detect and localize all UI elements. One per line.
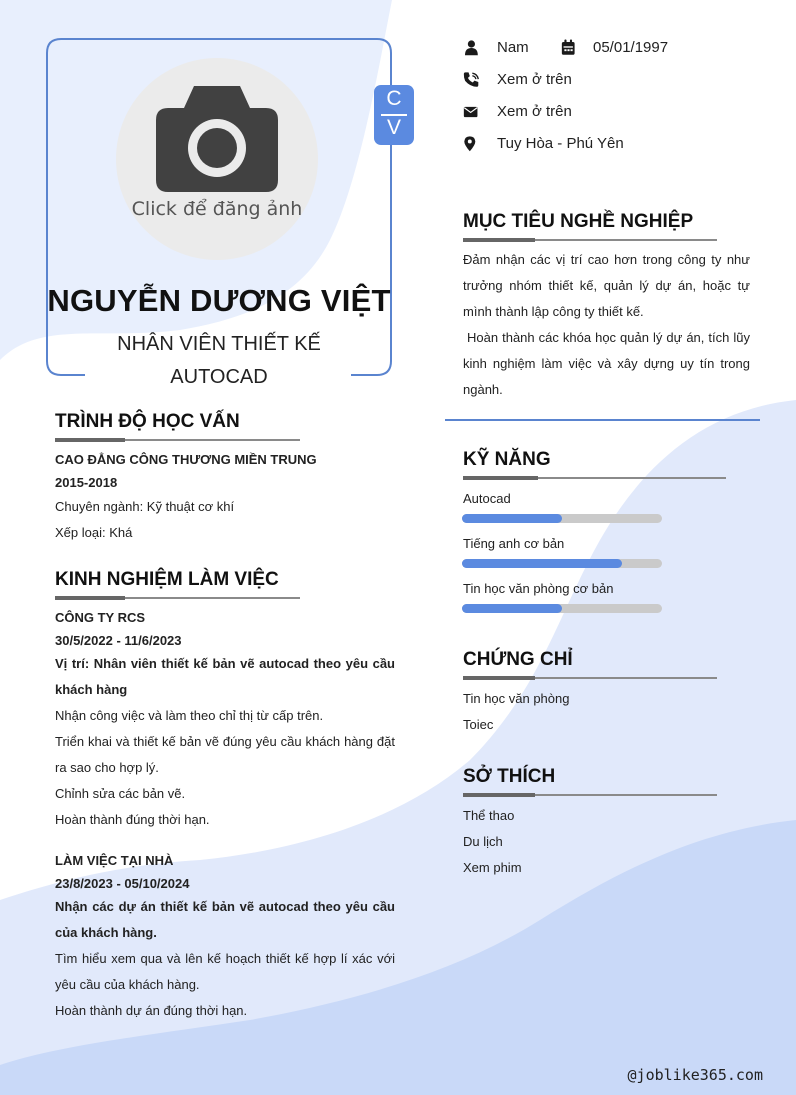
address-value: Tuy Hòa - Phú Yên [497, 135, 624, 152]
candidate-title: NHÂN VIÊN THIẾT KẾ AUTOCAD [117, 333, 321, 388]
email-value: Xem ở trên [497, 103, 572, 120]
job-1-duty-2: Triển khai và thiết kế bản vẽ đúng yêu cầu khách hàng đặt ra sao cho hợp lý. [55, 734, 395, 775]
skills-rule-accent [463, 476, 538, 480]
education-grade: Xếp loại: Khá [55, 525, 133, 540]
certificates-rule-accent [463, 676, 535, 680]
skill-3-bar [462, 604, 662, 613]
cv-badge [374, 85, 414, 145]
job-2-duty-1: Tìm hiểu xem qua và lên kế hoạch thiết kế hợp lí xác với yêu cầu của khách hàng. [55, 951, 395, 992]
contact-birthday [561, 36, 691, 60]
cv-badge-bottom: V [386, 116, 401, 139]
profile-photo-upload[interactable] [116, 58, 318, 260]
contact-address [463, 132, 663, 156]
cv-badge-top: C [386, 87, 402, 110]
objective-heading: MỤC TIÊU NGHỀ NGHIỆP [463, 211, 694, 232]
job-2-role: Nhận các dự án thiết kế bản vẽ autocad theo yêu cầu của khách hàng. [55, 899, 395, 940]
job-1-duty-1: Nhận công việc và làm theo chỉ thị từ cấp trên. [55, 708, 324, 723]
watermark: @joblike365.com [627, 1066, 763, 1084]
phone-icon [463, 70, 480, 90]
skill-1-bar-fill [462, 514, 562, 523]
contact-phone [463, 68, 663, 92]
job-2-company: LÀM VIỆC TẠI NHÀ [55, 853, 174, 868]
contact-email [463, 100, 663, 124]
education-rule-accent [55, 438, 125, 442]
skill-3-bar-fill [462, 604, 562, 613]
objective-paragraph-2: Hoàn thành các khóa học quản lý dự án, tích lũy kinh nghiệm làm việc và xây dựng uy tín trong ngành. [463, 330, 754, 397]
job-2-period: 23/8/2023 - 05/10/2024 [55, 876, 190, 891]
job-1-duty-3: Chỉnh sửa các bản vẽ. [55, 786, 186, 801]
hobbies-rule-accent [463, 793, 535, 797]
contact-gender [463, 36, 563, 60]
phone-value: Xem ở trên [497, 71, 572, 88]
experience-rule-accent [55, 596, 125, 600]
skill-3-name: Tin học văn phòng cơ bản [463, 581, 614, 596]
experience-heading: KINH NGHIỆM LÀM VIỆC [55, 569, 279, 590]
skills-heading: KỸ NĂNG [463, 449, 551, 470]
job-1-role: Vị trí: Nhân viên thiết kế bản vẽ autocad theo yêu cầu khách hàng [55, 656, 395, 697]
certificates-heading: CHỨNG CHỈ [463, 649, 573, 670]
gender-value: Nam [497, 39, 529, 56]
skill-2-bar-fill [462, 559, 622, 568]
certificate-item-1: Tin học văn phòng [463, 691, 570, 706]
objective-rule-accent [463, 238, 535, 242]
education-years: 2015-2018 [55, 475, 118, 490]
hobby-item-1: Thể thao [463, 808, 515, 823]
job-2-duty-2: Hoàn thành dự án đúng thời hạn. [55, 1003, 248, 1018]
location-pin-icon [463, 134, 480, 154]
education-heading: TRÌNH ĐỘ HỌC VẤN [55, 411, 240, 432]
hobby-item-2: Du lịch [463, 834, 503, 849]
calendar-icon [561, 38, 578, 58]
person-icon [465, 38, 481, 58]
job-1-duty-4: Hoàn thành đúng thời hạn. [55, 812, 210, 827]
objective-paragraph-1: Đảm nhận các vị trí cao hơn trong công ty như trưởng nhóm thiết kế, quản lý dự án, hoặc tự mình thành lập công ty thiết kế. [463, 252, 750, 319]
photo-upload-label: Click để đăng ảnh [131, 198, 303, 220]
camera-icon [156, 86, 278, 192]
hobby-item-3: Xem phim [463, 860, 522, 875]
candidate-name: NGUYỄN DƯƠNG VIỆT [47, 283, 391, 318]
skill-2-bar [462, 559, 662, 568]
hobbies-heading: SỞ THÍCH [463, 766, 556, 787]
skill-2-name: Tiếng anh cơ bản [463, 536, 565, 551]
certificate-item-2: Toiec [463, 717, 494, 732]
education-major: Chuyên ngành: Kỹ thuật cơ khí [55, 499, 235, 514]
column-divider [445, 419, 760, 421]
skill-1-bar [462, 514, 662, 523]
job-1-company: CÔNG TY RCS [55, 610, 146, 625]
skill-1-name: Autocad [463, 491, 511, 506]
mail-icon [463, 102, 480, 122]
education-school: CAO ĐẲNG CÔNG THƯƠNG MIỀN TRUNG [55, 452, 317, 467]
birthday-value: 05/01/1997 [593, 39, 669, 56]
job-1-period: 30/5/2022 - 11/6/2023 [55, 633, 182, 648]
